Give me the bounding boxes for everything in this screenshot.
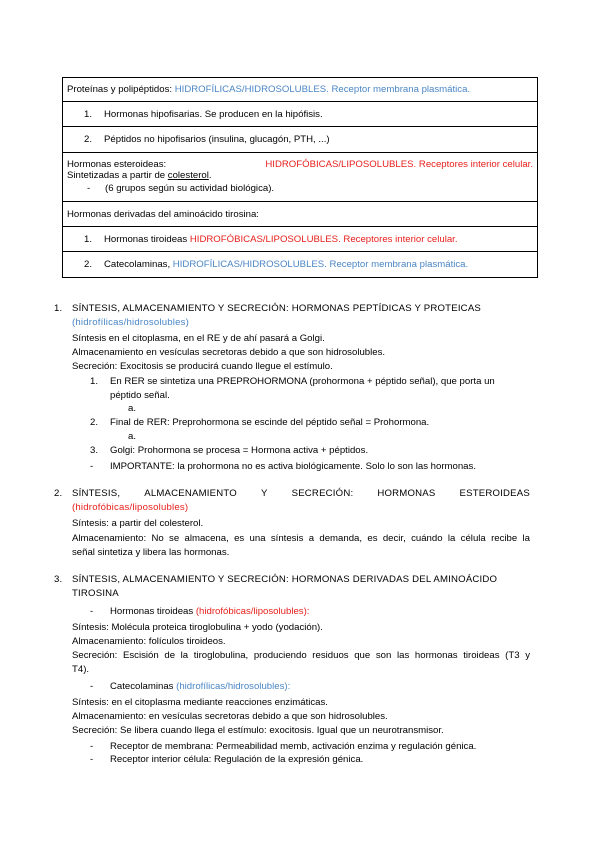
cholesterol-link-text: colesterol — [167, 170, 209, 181]
paragraph-line: T4). — [72, 663, 90, 675]
item-text: péptido señal. — [110, 389, 170, 401]
dash-bullet: - — [90, 606, 94, 617]
sub-item-marker: a. — [128, 431, 137, 442]
paragraph: Almacenamiento en vesículas secretoras debido a que son hidrosolubles. — [72, 347, 386, 358]
steroid-line-3 — [67, 182, 533, 195]
item-text: Final de RER: Preprohormona se escinde del péptido señal = Prohormona. — [110, 417, 430, 428]
subsection-catecholamines — [110, 680, 290, 694]
paragraph: Almacenamiento: folículos tiroideos. — [72, 636, 226, 647]
item-text: Catecolaminas, — [104, 259, 173, 270]
section-number: 2. — [54, 488, 63, 499]
title-word: HORMONAS — [377, 488, 436, 499]
title-word: SECRECIÓN: — [291, 488, 354, 499]
row-label: Proteínas y polipéptidos: — [67, 84, 175, 95]
paragraph: Síntesis en el citoplasma, en el RE y de ahí pasará a Golgi. — [72, 333, 325, 344]
table-row — [63, 227, 538, 252]
subsection-tag: (hidrofóbicas/liposolubles): — [195, 606, 310, 617]
section-title: SÍNTESIS, ALMACENAMIENTO Y SECRECIÓN: HORMONAS PEPTÍDICAS Y PROTEICAS — [72, 303, 482, 314]
paragraph-secretion — [72, 649, 530, 677]
paragraph-storage — [72, 532, 530, 560]
table-row — [63, 252, 538, 278]
dash-bullet: - — [90, 461, 94, 472]
dash-bullet: - — [90, 741, 94, 752]
item-number: 2. — [84, 134, 93, 145]
dash-bullet: - — [90, 681, 94, 692]
steroid-line-2 — [67, 170, 533, 182]
item-text: Hormonas tiroideas — [104, 233, 190, 245]
title-word: Y — [260, 488, 268, 499]
steroid-text: Sintetizadas a partir de — [67, 170, 168, 181]
important-note: IMPORTANTE: la prohormona no es activa biológicamente. Solo lo son las hormonas. — [110, 461, 476, 472]
hormone-classification-table — [62, 77, 538, 278]
paragraph-line: señal sintetiza y libera las hormonas. — [72, 546, 230, 558]
item-number: 1. — [84, 108, 93, 120]
section-tag: (hidrofílicas/hidrosolubles) — [72, 317, 190, 328]
item-text: En RER se sintetiza una PREPROHORMONA (prohormona + péptido señal), que porta un — [110, 376, 495, 387]
table-row-steroids — [63, 153, 538, 202]
title-word: ALMACENAMIENTO — [144, 488, 237, 499]
paragraph: Secreción: Se libera cuando llega el estímulo: exocitosis. Igual que un neurotransmisor. — [72, 725, 444, 736]
list-item — [90, 444, 530, 458]
item-text: Golgi: Prohormona se procesa = Hormona activa + péptidos. — [110, 445, 369, 456]
list-item — [90, 375, 530, 403]
row-type: HIDROFÓBICAS/LIPOSOLUBLES. Receptores interior celular. — [265, 159, 533, 170]
row-label: Hormonas derivadas del aminoácido tirosina: — [67, 208, 259, 220]
subsection-tag: (hidrofílicas/hidrosolubles): — [176, 681, 291, 692]
section-2-heading — [54, 487, 530, 515]
section-3-heading — [54, 573, 530, 601]
steroid-line-1 — [67, 159, 533, 170]
table-row-proteins — [63, 78, 538, 102]
receptor-note: Receptor de membrana: Permeabilidad memb, activación enzima y regulación génica. — [110, 741, 477, 752]
table-row-tyrosine — [63, 202, 538, 227]
item-number: 1. — [90, 376, 99, 387]
steroid-groups-text: (6 grupos según su actividad biológica). — [105, 183, 275, 194]
section-1-heading — [54, 302, 530, 330]
paragraph: Secreción: Exocitosis se producirá cuando llegue el estímulo. — [72, 361, 333, 372]
paragraph-line: Secreción: Escisión de la tiroglobulina, produciendo residuos que son las hormonas tiroideas (T3 y — [72, 650, 530, 661]
subsection-label: Hormonas tiroideas — [110, 606, 196, 617]
item-number: 2. — [90, 417, 99, 428]
item-type: HIDROFÍLICAS/HIDROSOLUBLES. Receptor membrana plasmática. — [172, 259, 469, 270]
dash-bullet: - — [90, 754, 94, 765]
row-label: Hormonas esteroideas: — [67, 159, 167, 170]
item-text: Hormonas hipofisarias. Se producen en la hipófisis. — [104, 108, 323, 120]
steroid-text-end: . — [208, 170, 212, 181]
dash-bullet: - — [87, 183, 91, 194]
sub-item-marker: a. — [128, 403, 137, 414]
item-number: 3. — [90, 445, 99, 456]
section-title: SÍNTESIS, ALMACENAMIENTO Y SECRECIÓN: HORMONAS DERIVADAS DEL AMINOÁCIDO — [72, 574, 498, 585]
section-number: 1. — [54, 303, 63, 314]
subsection-thyroid — [110, 605, 309, 619]
section-title-block — [72, 302, 530, 330]
paragraph: Síntesis: Molécula proteica tiroglobulina + yodo (yodación). — [72, 622, 323, 633]
paragraph: Síntesis: en el citoplasma mediante reacciones enzimáticas. — [72, 697, 328, 708]
section-number: 3. — [54, 574, 63, 585]
paragraph-line: Almacenamiento: No se almacena, es una síntesis a demanda, es decir, cuándo la célula recibe la — [72, 533, 530, 544]
title-word: SÍNTESIS, — [72, 488, 121, 499]
list-item — [90, 416, 530, 430]
item-number: 1. — [84, 233, 93, 245]
receptor-note: Receptor interior célula: Regulación de la expresión génica. — [110, 754, 364, 765]
row-type: HIDROFÍLICAS/HIDROSOLUBLES. Receptor membrana plasmática. — [174, 84, 471, 95]
title-word: ESTEROIDEAS — [459, 488, 530, 499]
section-title: TIROSINA — [72, 588, 119, 599]
section-title — [72, 487, 530, 501]
item-number: 2. — [84, 259, 93, 270]
section-tag: (hidrofóbicas/liposolubles) — [72, 502, 189, 513]
table-row — [63, 127, 538, 153]
table-row — [63, 102, 538, 127]
subsection-label: Catecolaminas — [110, 681, 177, 692]
item-type: HIDROFÓBICAS/LIPOSOLUBLES. Receptores interior celular. — [189, 233, 458, 245]
item-text: Péptidos no hipofisarios (insulina, glucagón, PTH, ...) — [104, 134, 330, 145]
paragraph: Síntesis: a partir del colesterol. — [72, 518, 204, 529]
paragraph: Almacenamiento: en vesículas secretoras debido a que son hidrosolubles. — [72, 711, 388, 722]
